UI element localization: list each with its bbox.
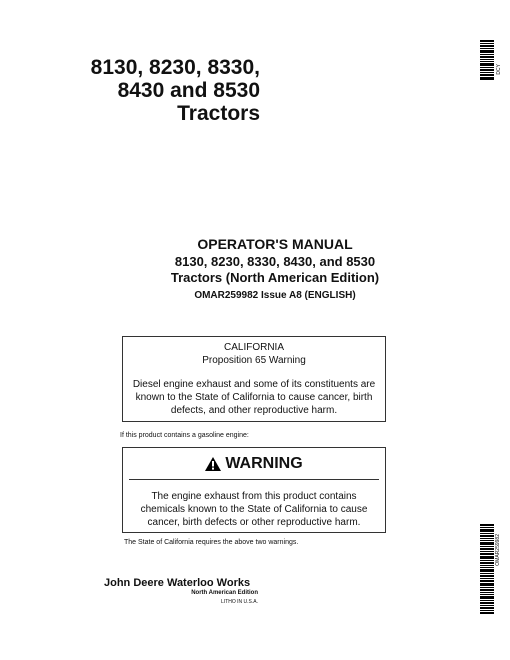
title-line-1: 8130, 8230, 8330,: [90, 56, 260, 79]
manual-subtitle: [100, 254, 450, 286]
title-line-3: Tractors: [177, 102, 260, 125]
warning-divider: [129, 479, 379, 480]
ca-box-text: Diesel engine exhaust and some of its constituents are known to the State of California to cause cancer, birth defects, and other reproductive harm.: [132, 379, 376, 416]
warning-heading: [123, 454, 385, 474]
publisher-name: John Deere Waterloo Works: [104, 577, 251, 589]
manual-code: OMAR259982 Issue A8 (ENGLISH): [194, 290, 356, 301]
barcode-top: [480, 40, 494, 80]
warning-text: The engine exhaust from this product contains chemicals known to the State of California to cause cancer, birth defects or other reproductive harm.: [140, 491, 368, 528]
manual-subtitle-line-2: Tractors (North American Edition): [170, 270, 380, 285]
warning-triangle-icon: [205, 457, 221, 471]
document-title: [60, 56, 260, 125]
barcode-bottom: [480, 524, 494, 614]
barcode-top-label: DCY: [496, 64, 502, 75]
gasoline-warning-box: [122, 447, 386, 533]
california-warning-box: [122, 336, 386, 422]
barcode-bottom-label: OMAR259982: [495, 534, 501, 566]
ca-box-line-2: Proposition 65 Warning: [202, 355, 306, 366]
ca-box-line-1: CALIFORNIA: [223, 342, 284, 353]
gasoline-note: If this product contains a gasoline engine:: [120, 432, 249, 439]
manual-heading: OPERATOR'S MANUAL: [197, 236, 353, 252]
state-requirement-note: The State of California requires the above two warnings.: [124, 539, 299, 546]
warning-title: WARNING: [225, 455, 303, 472]
litho-label: LITHO IN U.S.A.: [221, 599, 258, 605]
title-line-2: 8430 and 8530: [117, 79, 260, 102]
edition-label: North American Edition: [191, 590, 258, 596]
manual-subtitle-line-1: 8130, 8230, 8330, 8430, and 8530: [174, 254, 376, 269]
